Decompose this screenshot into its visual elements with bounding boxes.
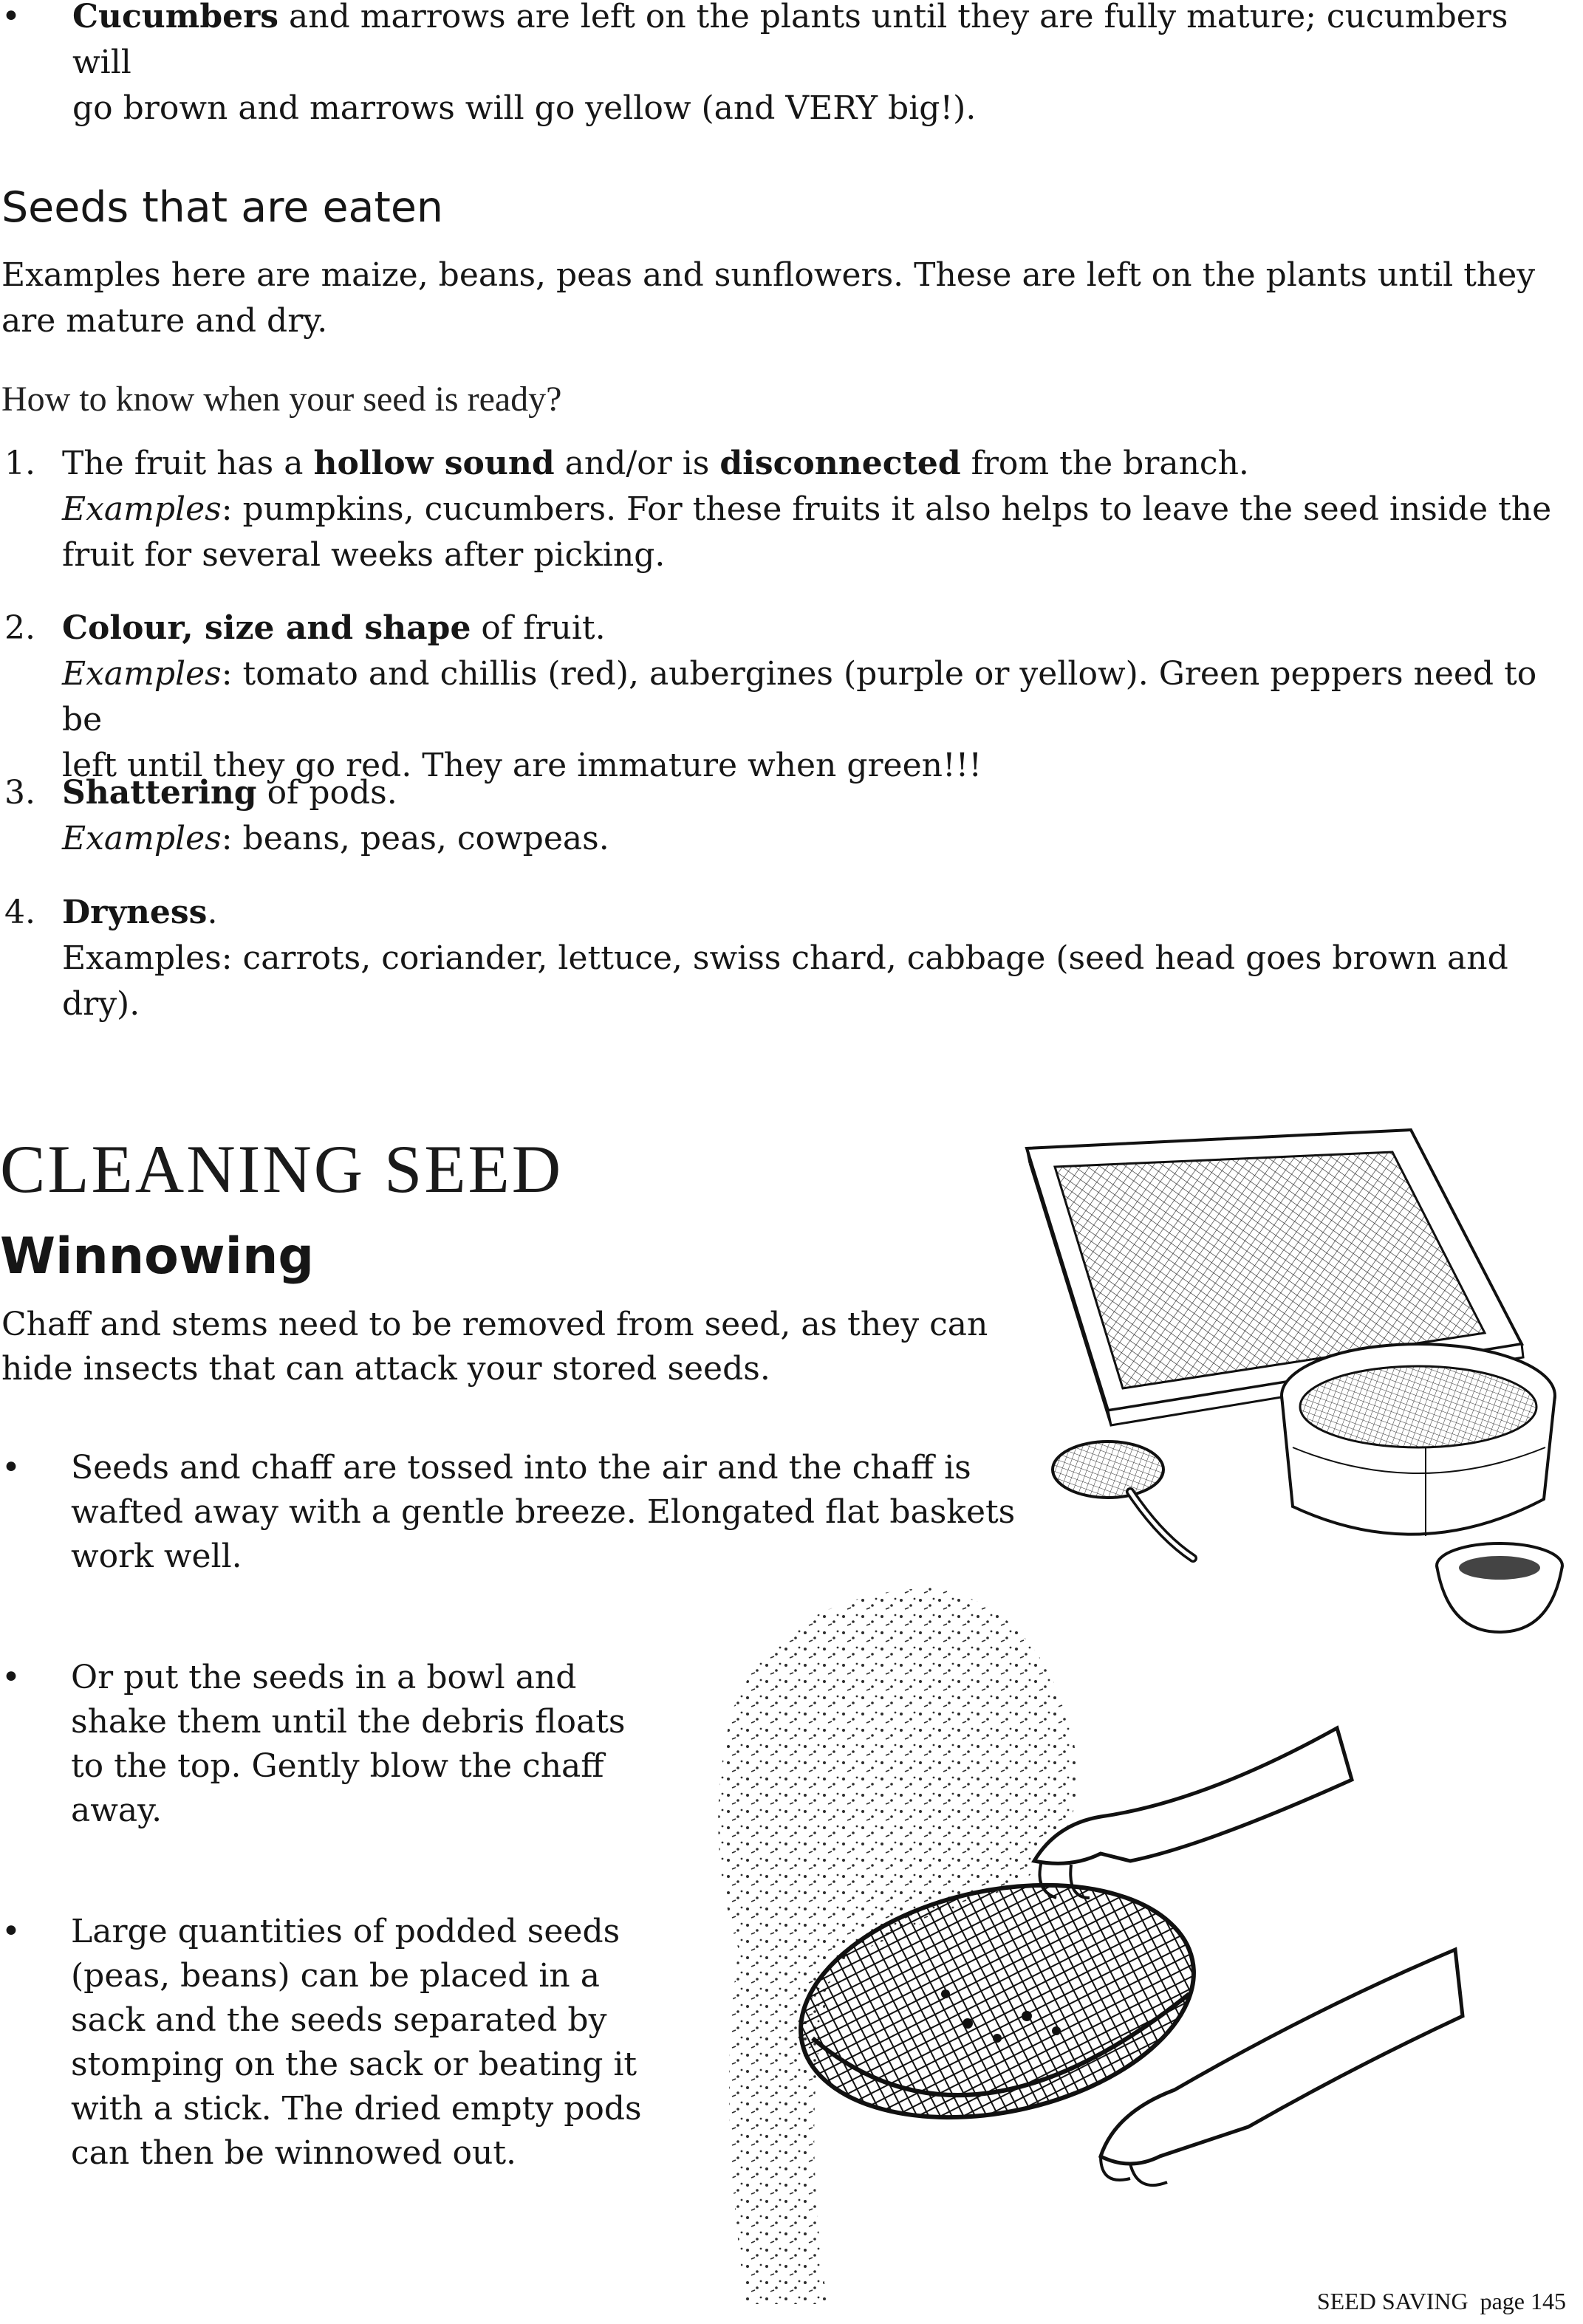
list-number: 4.: [4, 894, 35, 931]
winnowing-subtitle: Winnowing: [0, 1227, 315, 1286]
ready-item-2: 2. Colour, size and shape of fruit. Examples: tomato and chillis (red), aubergines (purple or yellow). Green peppers need to be left until they go red. They are immature when green!!!: [4, 606, 1578, 789]
intro-bullet: [1, 0, 1575, 131]
cleaning-title: CLEANING SEED: [0, 1131, 564, 1207]
list-number: 3.: [4, 774, 35, 812]
bullet-marker: •: [1, 1449, 21, 1487]
ready-heading: How to know when your seed is ready?: [1, 380, 562, 419]
winnowing-hands-illustration: [687, 1580, 1485, 2311]
cleaning-intro: Chaff and stems need to be removed from seed, as they can hide insects that can attack your stored seeds.: [1, 1306, 988, 1388]
intro-bullet-line2: go brown and marrows will go yellow (and VERY big!).: [72, 89, 977, 127]
ready-item-3: 3. Shattering of pods. Examples: beans, peas, cowpeas.: [4, 770, 1578, 862]
list-number: 1.: [4, 445, 35, 482]
intro-bullet-line1: Cucumbers and marrows are left on the plants until they are fully mature; cucumbers will: [72, 0, 1575, 86]
seeds-eaten-paragraph: Examples here are maize, beans, peas and sunflowers. These are left on the plants until they are mature and dry.: [1, 256, 1536, 340]
bullet-marker: •: [1, 1659, 21, 1696]
cleaning-bullet-3: • Large quantities of podded seeds (peas, beans) can be placed in a sack and the seeds separated by stomping on the sack or beating it with a stick. The dried empty pods can then be winnowed out.: [1, 1910, 666, 2176]
cleaning-bullet-2: • Or put the seeds in a bowl and shake them until the debris floats to the top. Gently blow the chaff away.: [1, 1656, 666, 1833]
cleaning-bullet-1: • Seeds and chaff are tossed into the air and the chaff is wafted away with a gentle breeze. Elongated flat baskets work well.: [1, 1446, 1021, 1579]
bullet-marker: •: [1, 0, 21, 35]
intro-bold-term: Cucumbers: [72, 0, 279, 35]
upper-hand: [1034, 1728, 1352, 1898]
page-footer: SEED SAVING page 145: [1316, 2288, 1566, 2314]
hand-strainer: [1053, 1442, 1193, 1558]
bullet-marker: •: [1, 1913, 21, 1950]
seeds-eaten-heading: Seeds that are eaten: [1, 183, 444, 232]
round-sieve: [1282, 1344, 1555, 1536]
ready-item-1: 1. The fruit has a hollow sound and/or is disconnected from the branch. Examples: pumpkins, cucumbers. For these fruits it also helps to leave the seed inside the fruit for several weeks after picking.: [4, 441, 1578, 578]
ready-item-4: 4. Dryness. Examples: carrots, coriander, lettuce, swiss chard, cabbage (seed head goes brown and dry).: [4, 890, 1578, 1027]
list-number: 2.: [4, 609, 35, 647]
sieves-illustration: [1012, 1122, 1573, 1639]
